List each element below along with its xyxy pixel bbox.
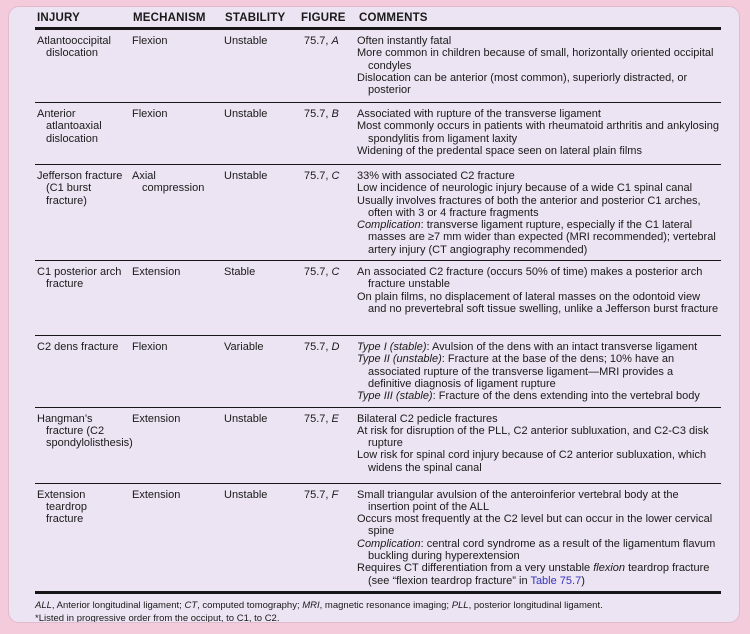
italic-text: Type I (stable) (357, 341, 427, 354)
table-row (35, 165, 721, 261)
comment-line (357, 72, 719, 97)
comment-line (357, 266, 719, 291)
comment-line (357, 562, 719, 587)
column-header-injury: INJURY (37, 12, 80, 24)
comment-line (357, 35, 719, 47)
comments-cell (357, 489, 721, 587)
figure-number: 75.7, (304, 412, 332, 425)
figure-reference (296, 170, 357, 256)
text: , Anterior longitudinal ligament; (51, 599, 185, 611)
comment-line (357, 170, 719, 182)
text: : Fracture of the dens extending into the vertebral body (432, 390, 700, 403)
comment-line (357, 390, 719, 402)
italic-text: Type III (stable) (357, 390, 433, 403)
figure-reference (296, 413, 357, 479)
stability-cell: Unstable (224, 488, 268, 501)
figure-reference (296, 341, 357, 402)
comments-cell (357, 35, 721, 98)
comments-cell (357, 266, 721, 331)
text: More common in children because of small, horizontally oriented occipital condyles (357, 47, 714, 72)
italic-text: Type II (unstable) (357, 353, 442, 366)
italic-text: Complication (357, 537, 421, 550)
comment-line (357, 449, 719, 474)
table-75-7-link[interactable]: Table 75.7 (530, 574, 582, 587)
mechanism-cell: Flexion (132, 341, 168, 354)
figure-letter: D (331, 341, 340, 354)
text: : Fracture at the base of the dens; 10% have an associated rupture of the transverse ligament—MRI provides a definitive diagnosis of ligament rupture (368, 353, 675, 390)
figure-number: 75.7, (304, 35, 332, 47)
comments-cell (357, 341, 721, 402)
text: Usually involves fractures of both the anterior and posterior C1 arches, often with 3 or 4 fracture fragments (357, 194, 701, 219)
injury-cell: Atlantooccipital dislocation (37, 35, 111, 60)
comment-line (357, 108, 719, 120)
abbreviations-line (35, 599, 721, 612)
figure-reference (296, 266, 357, 331)
injury-cell: Extension teardrop fracture (37, 488, 87, 526)
text: Requires CT differentiation from a very unstable (357, 562, 594, 575)
italic-text: flexion (593, 562, 626, 575)
table-content (35, 7, 721, 623)
comment-line (357, 291, 719, 316)
text: : transverse ligament rupture, especially if the C1 lateral masses are ≥7 mm wider than expected (MRI recommended); vertebral artery injury (CT angiography recommended) (368, 219, 716, 256)
italic-text: Complication (357, 219, 421, 232)
column-header-mechanism: MECHANISM (133, 12, 206, 24)
text: Small triangular avulsion of the anteroinferior vertebral body at the insertion point of the ALL (357, 488, 679, 513)
injury-cell: Hangman’s fracture (C2 spondylolisthesis) (37, 412, 133, 450)
text: Bilateral C2 pedicle fractures (357, 412, 498, 425)
text: : central cord syndrome as a result of the ligamentum flavum buckling during hyperextension (368, 537, 716, 563)
figure-number: 75.7, (304, 108, 332, 120)
figure-letter: B (331, 108, 339, 120)
injury-cell: C2 dens fracture (37, 341, 119, 354)
figure-number: 75.7, (304, 488, 332, 501)
stability-cell: Variable (224, 341, 264, 354)
comment-line (357, 219, 719, 256)
italic-text: MRI (302, 599, 320, 611)
table-row (35, 261, 721, 336)
figure-letter: F (331, 488, 339, 501)
injury-table-panel (8, 6, 740, 623)
comment-line (357, 489, 719, 514)
table-body (35, 30, 721, 594)
text: : Avulsion of the dens with an intact transverse ligament (426, 341, 698, 354)
comments-cell (357, 108, 721, 160)
comment-line (357, 120, 719, 145)
text: Associated with rupture of the transverse ligament (357, 108, 601, 120)
text: Dislocation can be anterior (most common), superiorly distracted, or posterior (357, 71, 688, 97)
table-row (35, 408, 721, 484)
figure-number: 75.7, (304, 266, 332, 279)
injury-cell: Anterior atlantoaxial dislocation (37, 108, 102, 145)
text: Low risk for spinal cord injury because of C2 anterior subluxation, which widens the spinal canal (357, 449, 707, 474)
table-footnotes (35, 594, 721, 623)
comment-line (357, 425, 719, 450)
text: 33% with associated C2 fracture (357, 170, 515, 182)
comment-line (357, 195, 719, 220)
column-header-stability: STABILITY (225, 12, 286, 24)
comments-cell (357, 170, 721, 256)
text: At risk for disruption of the PLL, C2 anterior subluxation, and C2-C3 disk rupture (357, 424, 709, 450)
stability-cell: Unstable (224, 108, 268, 120)
comment-line (357, 341, 719, 353)
figure-reference (296, 108, 357, 160)
column-header-comments: COMMENTS (359, 12, 428, 24)
text: ) (581, 574, 585, 587)
stability-cell: Unstable (224, 412, 268, 425)
table-row (35, 103, 721, 165)
comment-line (357, 413, 719, 425)
text: teardrop fracture (see “flexion teardrop fracture” in (368, 562, 710, 587)
text: Most commonly occurs in patients with rheumatoid arthritis and ankylosing spondylitis from ligament laxity (357, 120, 719, 145)
mechanism-cell: Extension (132, 266, 181, 279)
order-note-line: *Listed in progressive order from the occiput, to C1, to C2. (35, 612, 280, 623)
italic-text: CT (184, 599, 198, 611)
text: , magnetic resonance imaging; (319, 599, 452, 611)
mechanism-cell: Extension (132, 488, 181, 501)
text: Low incidence of neurologic injury because of a wide C1 spinal canal (357, 182, 693, 195)
figure-number: 75.7, (304, 341, 332, 354)
stability-cell: Unstable (224, 170, 268, 182)
italic-text: PLL (451, 599, 469, 611)
mechanism-cell: Flexion (132, 35, 168, 47)
comment-line (357, 353, 719, 390)
text: Often instantly fatal (357, 35, 452, 47)
text: , posterior longitudinal ligament. (468, 599, 603, 611)
mechanism-cell: Flexion (132, 108, 168, 120)
stability-cell: Unstable (224, 35, 268, 47)
figure-letter: E (331, 412, 339, 425)
figure-number: 75.7, (304, 170, 332, 182)
figure-letter: A (331, 35, 339, 47)
figure-letter: C (331, 266, 340, 279)
stability-cell: Stable (224, 266, 256, 279)
text: On plain films, no displacement of lateral masses on the odontoid view and no prevertebral soft tissue swelling, unlike a Jefferson burst fracture (357, 290, 719, 315)
text: An associated C2 fracture (occurs 50% of time) makes a posterior arch fracture unstable (357, 266, 703, 291)
comment-line (357, 513, 719, 538)
table-row (35, 336, 721, 407)
table-header (35, 7, 721, 30)
table-row (35, 30, 721, 103)
mechanism-cell: Extension (132, 412, 181, 425)
figure-letter: C (331, 170, 340, 182)
italic-text: ALL (35, 599, 52, 611)
injury-cell: Jefferson fracture (C1 burst fracture) (37, 170, 123, 207)
column-header-figure: FIGURE (301, 12, 346, 24)
comment-line (357, 182, 719, 194)
mechanism-cell: Axial compression (132, 170, 205, 195)
comment-line (357, 145, 719, 157)
table-row (35, 484, 721, 594)
injury-cell: C1 posterior arch fracture (37, 266, 122, 291)
figure-reference (296, 35, 357, 98)
text: Widening of the predental space seen on lateral plain films (357, 144, 642, 157)
comments-cell (357, 413, 721, 479)
comment-line (357, 538, 719, 563)
figure-reference (296, 489, 357, 587)
text: Occurs most frequently at the C2 level but can occur in the lower cervical spine (357, 513, 713, 538)
comment-line (357, 47, 719, 72)
text: , computed tomography; (197, 599, 303, 611)
